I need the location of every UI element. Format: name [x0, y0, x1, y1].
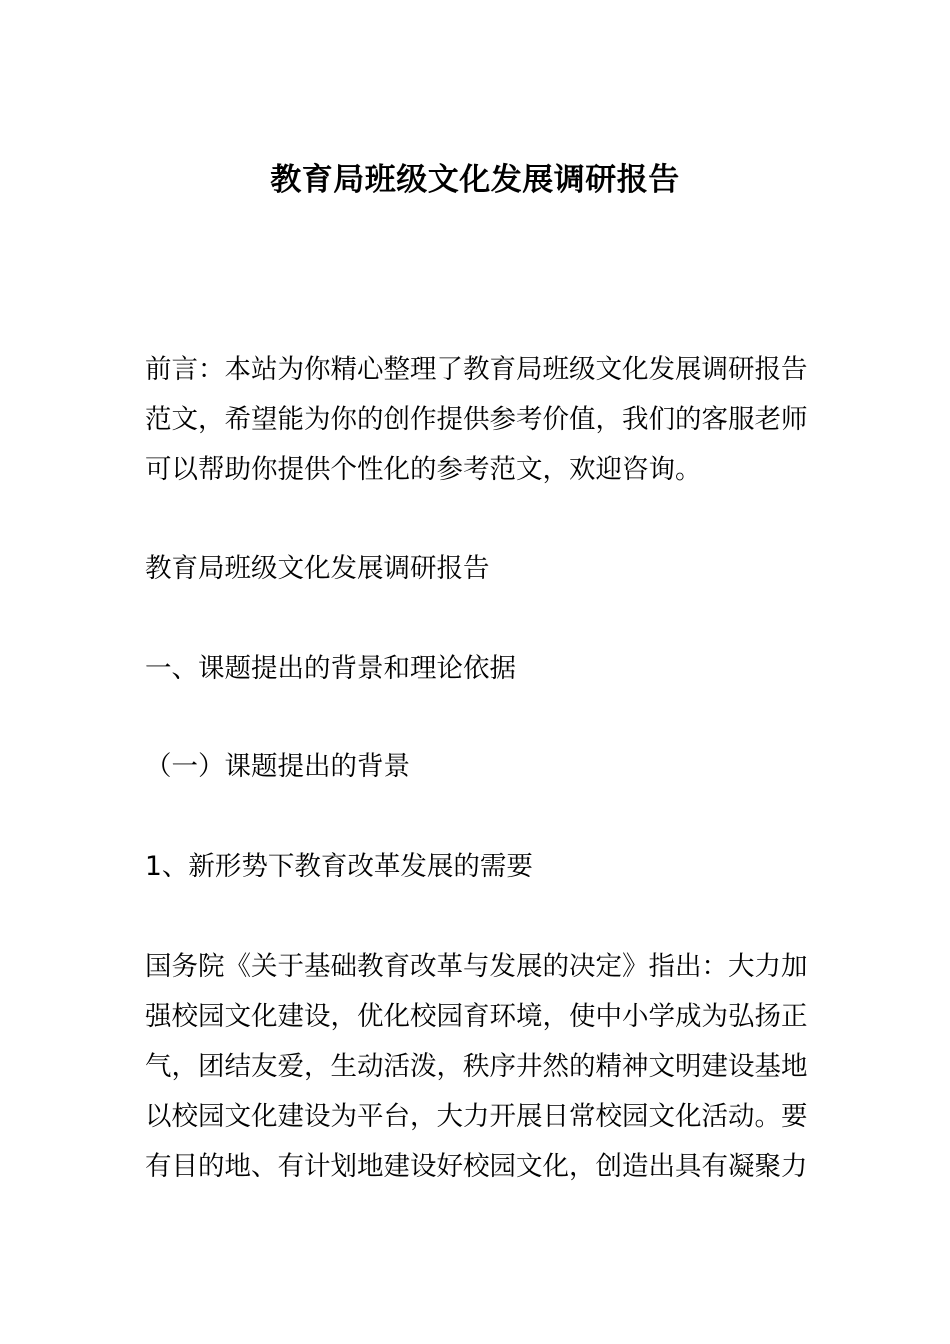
intro-line: 可以帮助你提供个性化的参考范文，欢迎咨询。	[145, 454, 702, 485]
section-heading: 一、课题提出的背景和理论依据	[145, 653, 516, 684]
body-line: 强校园文化建设，优化校园育环境，使中小学成为弘扬正	[145, 1001, 808, 1032]
document-subtitle: 教育局班级文化发展调研报告	[145, 553, 490, 584]
intro-line: 范文，希望能为你的创作提供参考价值，我们的客服老师	[145, 404, 808, 435]
body-line: 有目的地、有计划地建设好校园文化，创造出具有凝聚力	[145, 1151, 808, 1182]
document-title: 教育局班级文化发展调研报告	[270, 162, 680, 198]
intro-line: 前言：本站为你精心整理了教育局班级文化发展调研报告	[145, 354, 808, 385]
intro-paragraph	[145, 345, 810, 495]
body-paragraph	[145, 942, 810, 1192]
body-line: 以校园文化建设为平台，大力开展日常校园文化活动。要	[145, 1101, 808, 1132]
body-line: 气，团结友爱，生动活泼，秩序井然的精神文明建设基地	[145, 1051, 808, 1082]
subsection-heading: （一）课题提出的背景	[145, 751, 410, 782]
body-line: 国务院《关于基础教育改革与发展的决定》指出：大力加	[145, 951, 808, 982]
item-heading: 1、新形势下教育改革发展的需要	[145, 851, 533, 882]
